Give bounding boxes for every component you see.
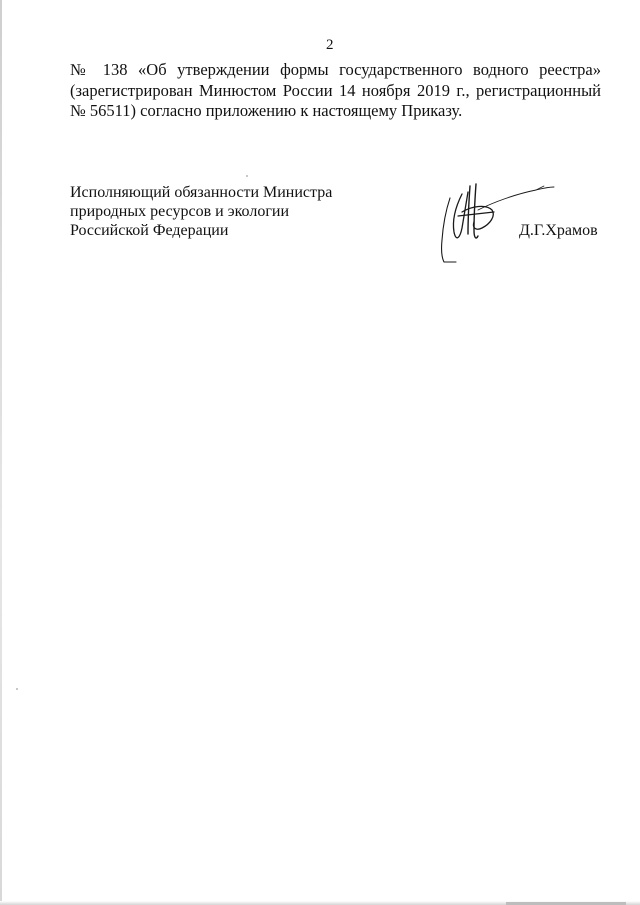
page-number: 2	[326, 37, 334, 53]
scan-bottom-edge	[0, 901, 640, 905]
paragraph-line-2: (зарегистрирован Минюстом России 14 ноября 2019 г., регистрационный	[70, 80, 601, 100]
paragraph-line-1: № 138 «Об утверждении формы государственного водного реестра»	[70, 60, 601, 79]
paragraph-line-3: № 56511) согласно приложению к настоящему Приказу.	[70, 101, 463, 120]
signatory-position-line-3: Российской Федерации	[70, 222, 229, 239]
body-paragraph	[70, 60, 601, 122]
scan-left-edge	[0, 0, 2, 905]
signatory-position-line-2: природных ресурсов и экологии	[70, 203, 290, 220]
signatory-position	[70, 183, 332, 240]
scan-speck	[16, 688, 18, 690]
signatory-position-line-1: Исполняющий обязанности Министра	[70, 184, 333, 201]
scan-speck	[246, 175, 248, 177]
signatory-name: Д.Г.Храмов	[519, 222, 598, 239]
